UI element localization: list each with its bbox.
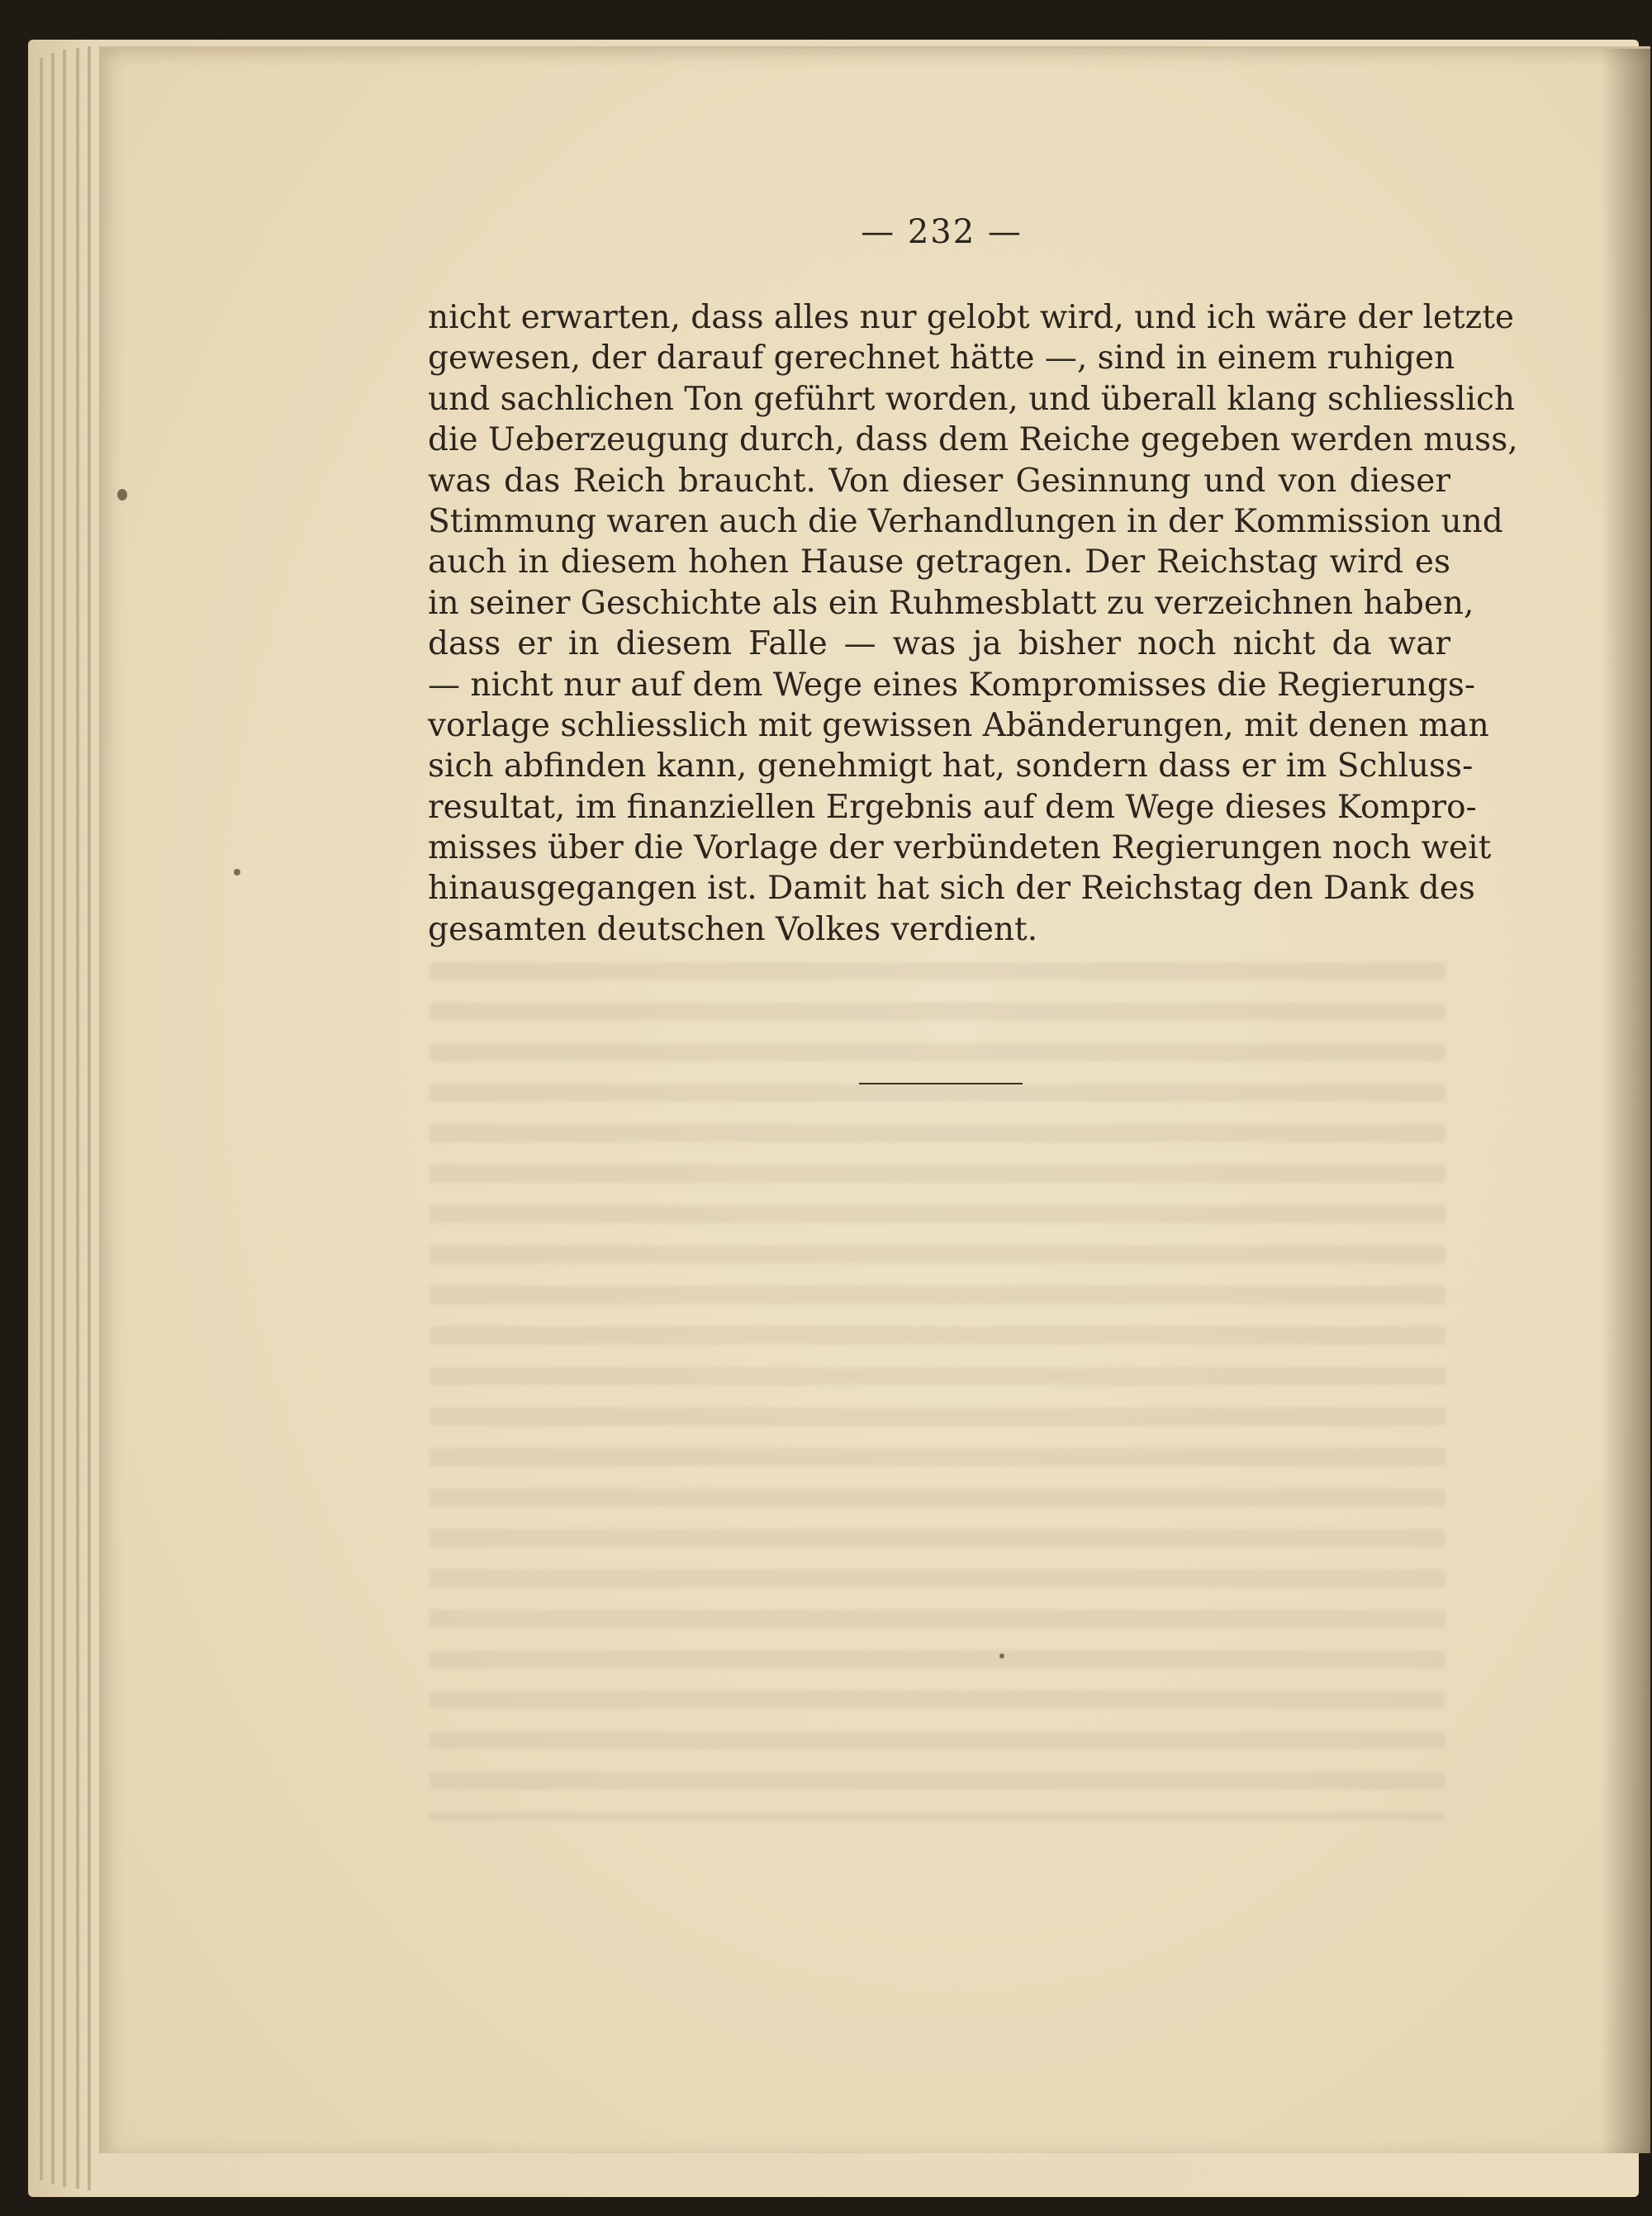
text-line: — nicht nur auf dem Wege eines Kompromisses die Regierungs- [428, 666, 1476, 704]
section-rule [859, 1083, 1023, 1084]
body-paragraph [428, 297, 1518, 950]
page-edge-line [76, 48, 79, 2189]
text-line: vorlage schliesslich mit gewissen Abänderungen, mit denen man [428, 706, 1489, 744]
text-line: hinausgegangen ist. Damit hat sich der Reichstag den Dank des [428, 870, 1475, 908]
paper-speck [234, 869, 240, 875]
text-line: die Ueberzeugung durch, dass dem Reiche gegeben werden muss, [428, 421, 1518, 459]
text-line: sich abfinden kann, genehmigt hat, sondern dass er im Schluss- [428, 747, 1474, 785]
page-edge-line [40, 58, 43, 2180]
text-line: gewesen, der darauf gerechnet hätte —, sind in einem ruhigen [428, 339, 1455, 377]
text-line: nicht erwarten, dass alles nur gelobt wird, und ich wäre der letzte [428, 299, 1514, 336]
show-through-text [430, 962, 1446, 1821]
text-line: dass er in diesem Falle — was ja bisher noch nicht da war [428, 625, 1450, 663]
text-line: Stimmung waren auch die Verhandlungen in der Kommission und [428, 502, 1503, 540]
paper-speck [999, 1654, 1004, 1658]
paper-speck [117, 489, 127, 501]
text-line: misses über die Vorlage der verbündeten Regierungen noch weit [428, 829, 1492, 867]
text-line: in seiner Geschichte als ein Ruhmesblatt zu verzeichnen haben, [428, 584, 1474, 622]
text-line: resultat, im finanziellen Ergebnis auf dem Wege dieses Kompro- [428, 788, 1477, 826]
text-line: gesamten deutschen Volkes verdient. [428, 910, 1038, 948]
text-line: und sachlichen Ton geführt worden, und überall klang schliesslich [428, 380, 1515, 418]
page-number: — 232 — [861, 213, 1023, 251]
page-edge-line [51, 53, 55, 2184]
gutter-shadow [1601, 49, 1650, 2153]
page-edge-line [88, 46, 91, 2190]
text-line: auch in diesem hohen Hause getragen. Der Reichstag wird es [428, 543, 1450, 581]
text-line: was das Reich braucht. Von dieser Gesinnung und von dieser [428, 462, 1450, 500]
page-edge-line [63, 50, 66, 2187]
